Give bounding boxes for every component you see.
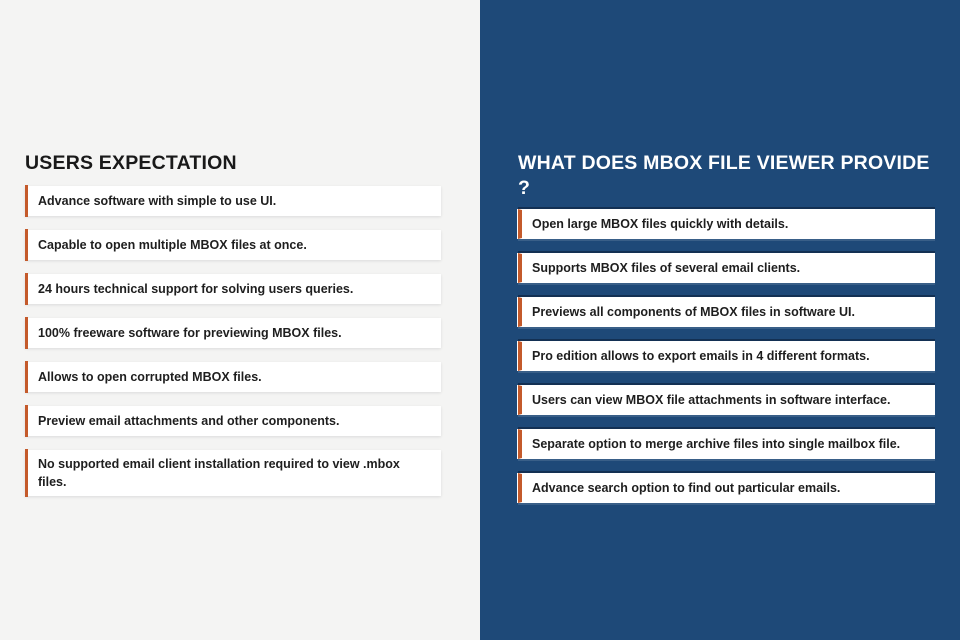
list-item-text: Users can view MBOX file attachments in software interface. xyxy=(532,393,891,407)
list-item-text: Allows to open corrupted MBOX files. xyxy=(38,370,262,384)
list-item-text: Previews all components of MBOX files in software UI. xyxy=(532,305,855,319)
list-item xyxy=(518,341,935,371)
list-item-text: Advance software with simple to use UI. xyxy=(38,194,277,208)
mbox-viewer-provide-panel xyxy=(480,0,960,640)
accent-bar xyxy=(25,449,28,497)
list-item-text: 24 hours technical support for solving users queries. xyxy=(38,282,354,296)
users-expectation-title: USERS EXPECTATION xyxy=(25,152,237,174)
accent-bar xyxy=(25,405,28,437)
list-item xyxy=(518,429,935,459)
list-item xyxy=(518,297,935,327)
list-item xyxy=(518,209,935,239)
accent-bar xyxy=(25,229,28,261)
list-item xyxy=(25,274,441,304)
list-item-text: Supports MBOX files of several email clients. xyxy=(532,261,801,275)
list-item-text: Separate option to merge archive files into single mailbox file. xyxy=(532,437,901,451)
accent-bar xyxy=(25,361,28,393)
list-item-text: Preview email attachments and other components. xyxy=(38,414,340,428)
list-item xyxy=(25,362,441,392)
mbox-viewer-provide-title: WHAT DOES MBOX FILE VIEWER PROVIDE ? xyxy=(518,152,930,199)
list-item xyxy=(518,253,935,283)
mbox-viewer-provide-list xyxy=(518,209,935,503)
list-item-text: No supported email client installation required to view .mbox files. xyxy=(38,457,400,489)
accent-bar xyxy=(25,317,28,349)
accent-bar xyxy=(25,185,28,217)
list-item xyxy=(25,406,441,436)
users-expectation-list xyxy=(25,186,441,496)
list-item-text: Capable to open multiple MBOX files at once. xyxy=(38,238,307,252)
list-item xyxy=(25,450,441,496)
list-item xyxy=(25,318,441,348)
list-item xyxy=(518,473,935,503)
list-item xyxy=(25,230,441,260)
accent-bar xyxy=(25,273,28,305)
list-item-text: 100% freeware software for previewing MBOX files. xyxy=(38,326,342,340)
list-item-text: Open large MBOX files quickly with details. xyxy=(532,217,789,231)
list-item xyxy=(25,186,441,216)
list-item xyxy=(518,385,935,415)
list-item-text: Pro edition allows to export emails in 4 different formats. xyxy=(532,349,870,363)
list-item-text: Advance search option to find out particular emails. xyxy=(532,481,841,495)
